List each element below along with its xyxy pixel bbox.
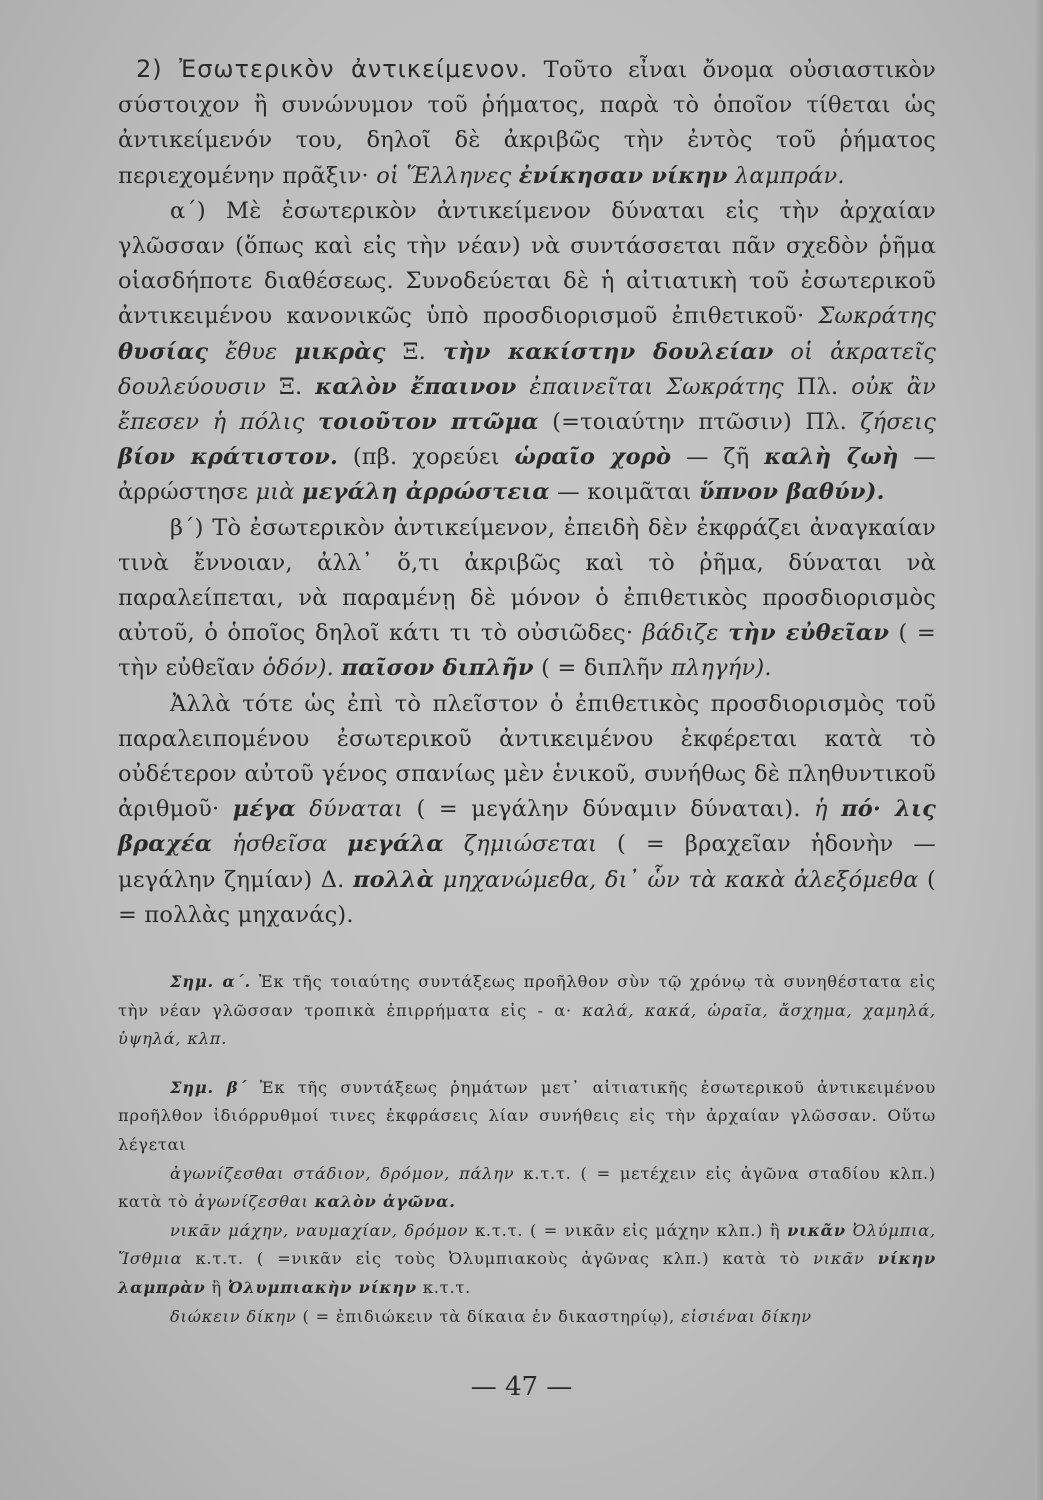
paragraph-neuter-adverbial: Ἀλλὰ τότε ὡς ἐπὶ τὸ πλεῖστον ὁ ἐπιθετικὸς προσδιορισμὸς τοῦ παραλειπομένου ἐσωτερικοῦ ἀντικειμένου ἐκφέρεται κατὰ τὸ οὐδέτερον αὐτοῦ γένος σπανίως μὲν ἑνικοῦ, συνήθως δὲ πληθυντικοῦ ἀριθμοῦ· μέγα δύναται ( = μεγάλην δύναμιν δύναται). ἡ πό· λις βραχέα ἡσθεῖσα μεγάλα ζημιώσεται ( = βραχεῖαν ἡδονὴν — μεγάλην ζημίαν) Δ. πολλὰ μηχανώμεθα, δι᾽ ὧν τὰ κακὰ ἀλεξόμεθα ( = πολλὰς μηχανάς). bbox=[118, 690, 937, 928]
note-alpha: Σημ. α΄. Ἐκ τῆς τοιαύτης συντάξεως προῆλθον σὺν τῷ χρόνῳ τὰ συνηθέστατα εἰς τὴν νέαν γλῶσσαν τροπικὰ ἐπιρρήματα εἰς - α· καλά, κακά, ὡραῖα, ἄσχημα, χαμηλά, ὑψηλά, κλπ. bbox=[118, 972, 937, 1049]
page-number: — 47 — bbox=[470, 1372, 573, 1402]
example-agonizesthai: ἀγωνίζεσθαι στάδιον, δρόμον, πάλην κ.τ.τ. ( = μετέχειν εἰς ἀγῶνα σταδίου κλπ.) κατὰ τὸ ἀγωνίζεσθαι καλὸν ἀγῶνα. bbox=[118, 1163, 936, 1212]
paragraph-alpha: α΄) Μὲ ἐσωτερικὸν ἀντικείμενον δύναται εἰς τὴν ἀρχαίαν γλῶσσαν (ὅπως καὶ εἰς τὴν νέαν) νὰ συντάσσεται πᾶν σχεδὸν ῥῆμα οἱασδήποτε διαθέσεως. Συνοδεύεται δὲ ἡ αἰτιατικὴ τοῦ ἐσωτερικοῦ ἀντικειμένου κανονικῶς ὑπὸ προσδιορισμοῦ ἐπιθετικοῦ· Σωκράτης θυσίας ἔθυε μικρὰς Ξ. τὴν κακίστην δουλείαν οἱ ἀκρατεῖς δουλεύουσιν Ξ. καλὸν ἔπαινον ἐπαινεῖται Σωκράτης Πλ. οὐκ ἂν ἔπεσεν ἡ πόλις τοιοῦτον πτῶμα (=τοιαύτην πτῶσιν) Πλ. ζήσεις βίον κράτιστον. (πβ. χορεύει ὡραῖο χορὸ — ζῆ καλὴ ζωὴ — ἀρρώστησε μιὰ μεγάλη ἀρρώστεια — κοιμᾶται ὕπνον βαθύν). bbox=[118, 197, 937, 506]
main-text bbox=[118, 52, 936, 933]
footnotes bbox=[118, 968, 936, 1331]
section-heading: 2) Ἐσωτερικὸν ἀντικείμενον. bbox=[136, 55, 529, 83]
paragraph-beta: β΄) Τὸ ἐσωτερικὸν ἀντικείμενον, ἐπειδὴ δὲν ἐκφράζει ἀναγκαίαν τινὰ ἔννοιαν, ἀλλ᾽ ὅ,τι ἀκριβῶς καὶ τὸ ῥῆμα, δύναται νὰ παραλείπεται, νὰ παραμένῃ δὲ μόνον ὁ ἐπιθετικὸς προσδιορισμὸς αὐτοῦ, ὁ ὁποῖος δηλοῖ κάτι τι τὸ οὐσιῶδες· βάδιζε τὴν εὐθεῖαν ( = τὴν εὐθεῖαν ὁδόν). παῖσον διπλῆν ( = διπλῆν πληγήν). bbox=[118, 514, 936, 682]
example-diokein: διώκειν δίκην ( = ἐπιδιώκειν τὰ δίκαια ἐν δικαστηρίῳ), εἰσιέναι δίκην bbox=[170, 1306, 812, 1326]
note-beta: Σημ. β΄ Ἐκ τῆς συντάξεως ῥημάτων μετ᾽ αἰτιατικῆς ἐσωτερικοῦ ἀντικειμένου προῆλθον ἰδιόρρυθμοί τινες ἐκφράσεις λίαν συνήθεις εἰς τὴν ἀρχαίαν γλῶσσαν. Οὕτω λέγεται bbox=[118, 1077, 936, 1154]
paragraph-internal-object: 2) Ἐσωτερικὸν ἀντικείμενον. Τοῦτο εἶναι ὄνομα οὐσιαστικὸν σύστοιχον ἢ συνώνυμον τοῦ ῥήματος, παρὰ τὸ ὁποῖον τίθεται ὡς ἀντικείμενόν του, δηλοῖ δὲ ἀκριβῶς τὴν ἐντὸς τοῦ ῥήματος περιεχομένην πρᾶξιν· οἱ Ἕλληνες ἐνίκησαν νίκην λαμπράν. bbox=[118, 55, 936, 189]
example-nikan: νικᾶν μάχην, ναυμαχίαν, δρόμον κ.τ.τ. ( = νικᾶν εἰς μάχην κλπ.) ἢ νικᾶν Ὀλύμπια, Ἴσθμια κ.τ.τ. ( =νικᾶν εἰς τοὺς Ὀλυμπιακοὺς ἀγῶνας κλπ.) κατὰ τὸ νικᾶν νίκην λαμπρὰν ἢ Ὀλυμπιακὴν νίκην κ.τ.τ. bbox=[118, 1220, 936, 1297]
page-edge bbox=[1035, 0, 1043, 1500]
